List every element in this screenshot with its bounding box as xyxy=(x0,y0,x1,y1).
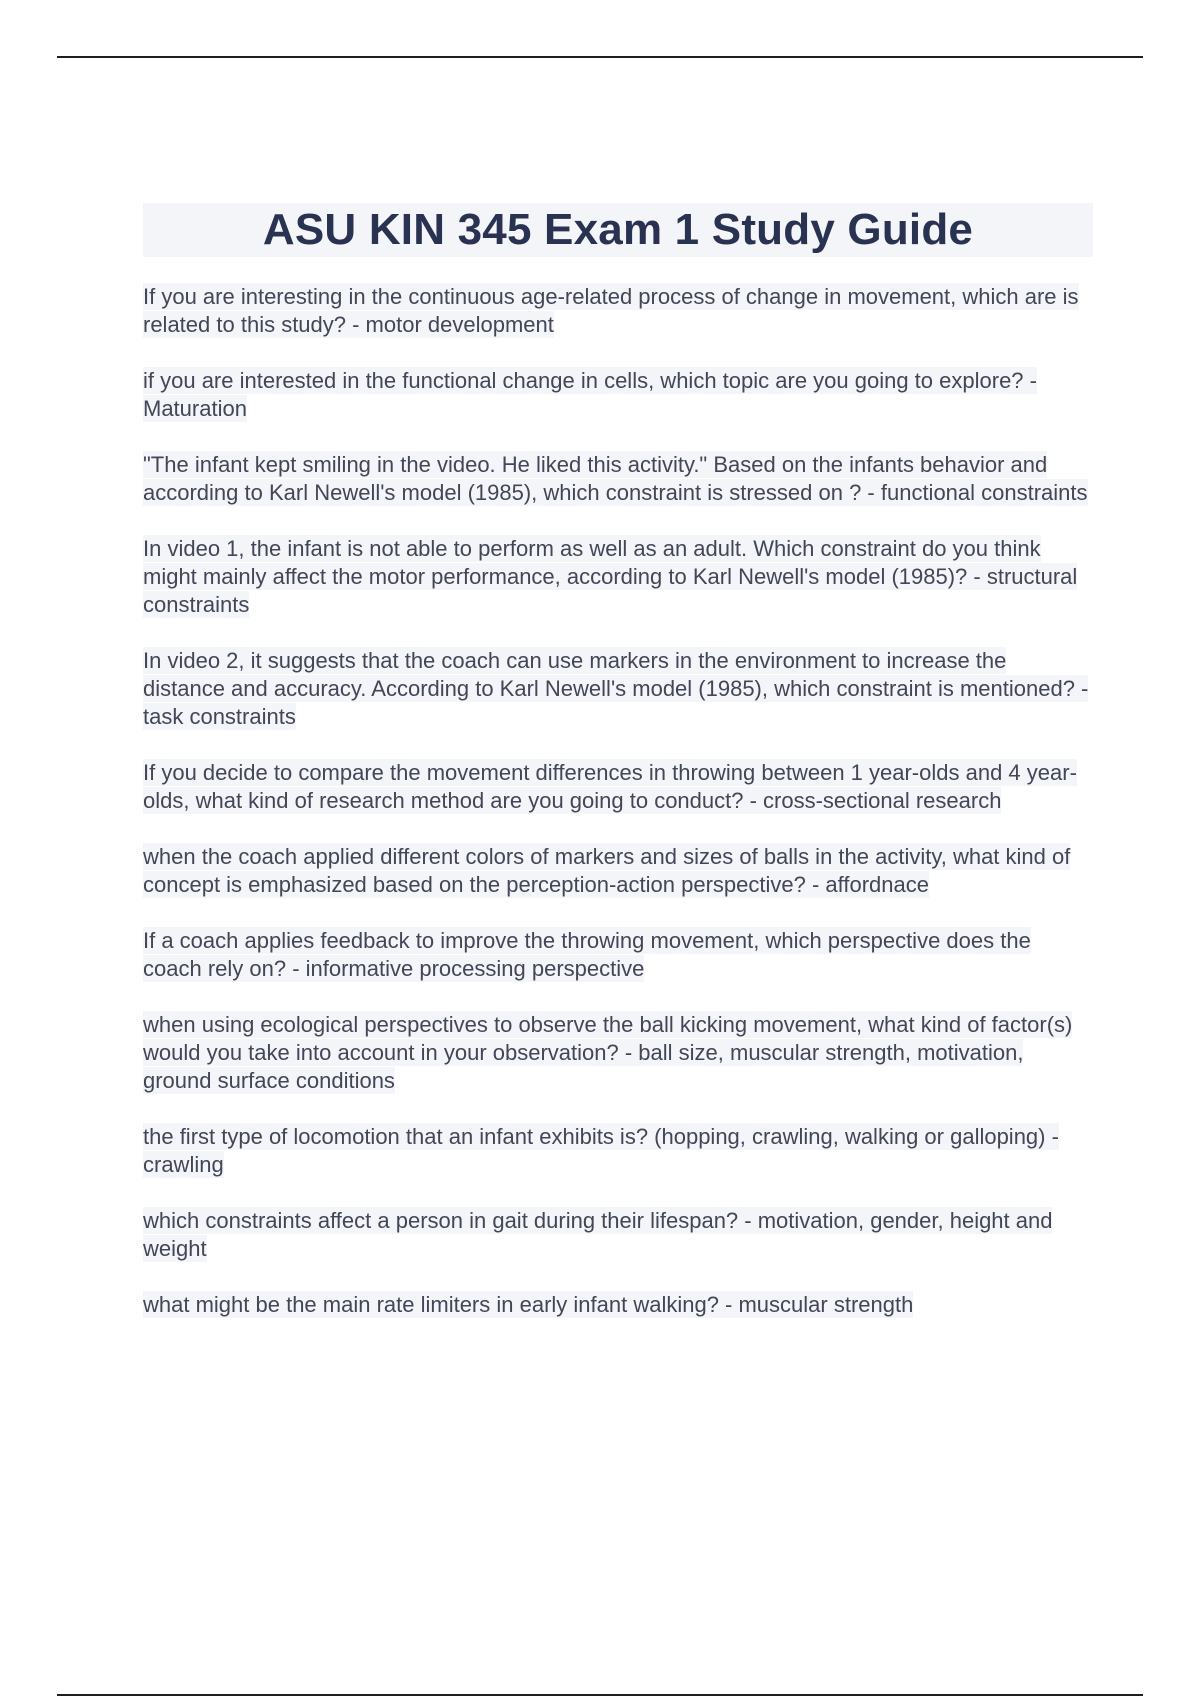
flashcard xyxy=(143,1123,1093,1179)
flashcard xyxy=(143,451,1093,507)
flashcard-list xyxy=(143,283,1093,1347)
flashcard xyxy=(143,535,1093,619)
flashcard xyxy=(143,759,1093,815)
flashcard-text: In video 2, it suggests that the coach can use markers in the environment to increase the distance and accuracy. According to Karl Newell's model (1985), which constraint is mentioned? - task constraints xyxy=(143,648,1089,729)
top-divider xyxy=(57,56,1143,58)
flashcard xyxy=(143,1207,1093,1263)
flashcard-text: "The infant kept smiling in the video. He liked this activity." Based on the infants behavior and according to Karl Newell's model (1985), which constraint is stressed on ? - functional constraints xyxy=(143,452,1088,505)
flashcard-text: if you are interested in the functional change in cells, which topic are you going to explore? - Maturation xyxy=(143,368,1037,421)
flashcard xyxy=(143,1011,1093,1095)
flashcard xyxy=(143,1291,1093,1319)
document-body xyxy=(143,203,1093,1347)
flashcard-text: If you are interesting in the continuous age-related process of change in movement, which are is related to this study? - motor development xyxy=(143,284,1079,337)
flashcard-text: what might be the main rate limiters in early infant walking? - muscular strength xyxy=(143,1292,914,1317)
flashcard-text: which constraints affect a person in gait during their lifespan? - motivation, gender, height and weight xyxy=(143,1208,1053,1261)
flashcard-text: when the coach applied different colors of markers and sizes of balls in the activity, what kind of concept is emphasized based on the perception-action perspective? - affordnace xyxy=(143,844,1071,897)
bottom-divider xyxy=(57,1694,1143,1696)
flashcard xyxy=(143,843,1093,899)
flashcard xyxy=(143,283,1093,339)
flashcard-text: In video 1, the infant is not able to perform as well as an adult. Which constraint do you think might mainly affect the motor performance, according to Karl Newell's model (1985)? - structural constraints xyxy=(143,536,1078,617)
flashcard xyxy=(143,927,1093,983)
flashcard-text: when using ecological perspectives to observe the ball kicking movement, what kind of factor(s) would you take into account in your observation? - ball size, muscular strength, motivation, ground surface conditions xyxy=(143,1012,1073,1093)
document-title: ASU KIN 345 Exam 1 Study Guide xyxy=(262,205,974,254)
flashcard xyxy=(143,367,1093,423)
title-band xyxy=(143,203,1093,257)
flashcard-text: If you decide to compare the movement differences in throwing between 1 year-olds and 4 year-olds, what kind of research method are you going to conduct? - cross-sectional research xyxy=(143,760,1077,813)
flashcard xyxy=(143,647,1093,731)
flashcard-text: If a coach applies feedback to improve the throwing movement, which perspective does the coach rely on? - informative processing perspective xyxy=(143,928,1031,981)
flashcard-text: the first type of locomotion that an infant exhibits is? (hopping, crawling, walking or galloping) - crawling xyxy=(143,1124,1059,1177)
